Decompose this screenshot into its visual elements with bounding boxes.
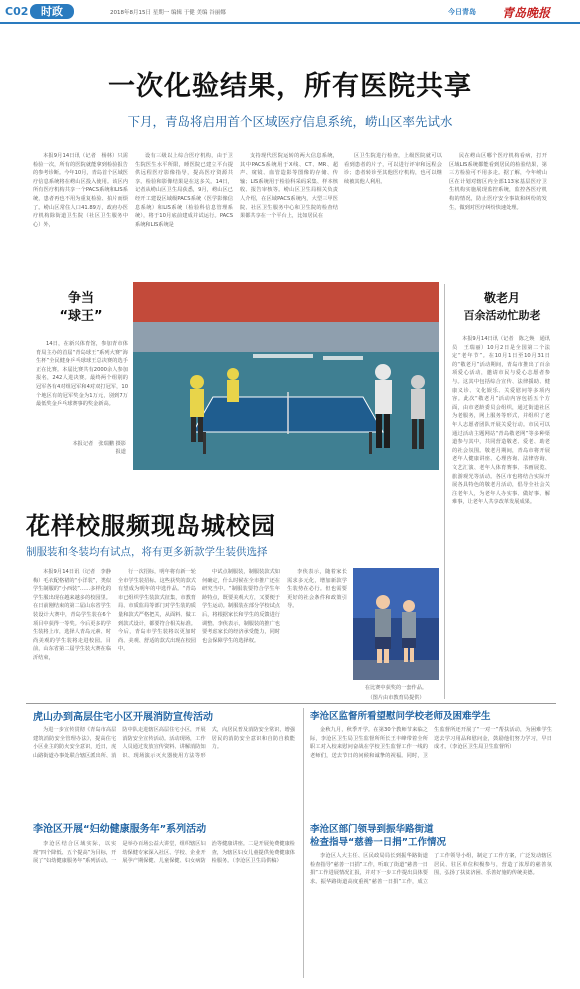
lead-text-3: 支持现代医院运转的两大信息系统，其中PACS系统用于X线、CT、MR、超声、窥镜、血管造影等图像的存储、传输；LIS系统用于检验科采码采集、样本核收、报告审核等。崂山区卫生局相关负责人介绍，在区域PACS系统内，大型三甲医院、社区卫生服务中心和卫生院的检查结果都共享在一个平台上，比如居民在	[240, 153, 338, 220]
senior-title-line2: 百余活动忙助老	[463, 309, 541, 322]
fire-body-text: 为进一步宣传贯彻《青岛市高层建筑消防安全管理办法》，提高住宅小区业主的防火安全意识，近日，虎山路街道办事处联合辖区派出所、消防中队走进辖区高层住宅小区，开展消防安全宣传活动。活动现场，工作人员通过发放宣传资料、讲解消防知识、现场演示灭火器使用方法等形式，向居民普及消防安全常识，增强居民的消防安全意识和自防自救能力。	[33, 727, 295, 759]
uniform-text-3: 中试点制服装，制服装款式如何确定，什么时候在全市推广还在研究当中。“制服装要符合学生年龄特点，既要美观大方，又要便于学生运动。制服装在部分学校试点后，将根据家长和学生的反馈进行调整。李侠表示，制服装的推广也要考虑家长的经济承受能力，同时也会保障学生的选择权。	[202, 569, 280, 644]
pingpong-title-line2: “球王”	[59, 309, 103, 324]
briefs-center-divider	[303, 708, 304, 978]
lichang-headline-2: 检查指导“慈善一日捐”工作情况	[310, 837, 446, 848]
health-headline: 李沧区开展“妇幼健康服务年”系列活动	[33, 824, 207, 835]
paper-logo: 青岛晚报	[502, 6, 551, 20]
section-badge	[30, 4, 74, 19]
pingpong-photo	[133, 282, 439, 470]
briefs-top-rule	[26, 703, 556, 704]
uniform-caption-2: （图片由市教育局提供）	[367, 695, 425, 701]
lead-headline: 一次化验结果，所有医院共享	[108, 71, 472, 102]
masthead	[0, 0, 580, 24]
pingpong-scene	[133, 282, 439, 470]
pingpong-body	[36, 340, 128, 438]
lead-text-1: 本报9月14日讯（记者 杨林）只需检验一次，所有的医院就能拿到检验报告的参考诊断。今年10月，青岛首个区域医疗信息系统将在崂山区投入使用。该区内所有医疗机构共享一个PACS系统和LIS系统，患者再也不用为重复检验、拍片而烦了。崂山区常住人口41.89万，政府办医疗机构除街道卫生院（社区卫生服务中心）外，	[33, 153, 128, 228]
pingpong-credit: 本报记者 张瑞鹏 摄影报道	[72, 441, 126, 455]
pingpong-title-line1: 争当	[67, 291, 94, 306]
uniform-subhead: 制服装和冬装均有试点，将有更多新款学生装供选择	[26, 546, 268, 558]
health-body	[33, 840, 295, 976]
lead-column-2	[135, 152, 233, 280]
uniform-column-4	[287, 568, 347, 704]
lead-column-1	[33, 152, 128, 280]
lead-subhead: 下月，青岛将启用首个区域医疗信息系统，崂山区率先试水	[127, 114, 453, 129]
pingpong-body-text: 14日，在新兴体育馆，参加青市体育局主办的首届“青岛球王”系列大赛“海生杯”全民健身乒乓球球王总决赛的选手正在比赛。本届比赛共有2000余人参加报名，242人进决赛。最终两个组别的冠军各有4对组冠军和4对双打冠军，10个地区有的冠军奖金为1万元，别到7万最低奖金乒乓球赛事的奖金新高。	[36, 341, 128, 408]
uniform-photo	[353, 568, 439, 680]
fire-headline: 虎山办到高层住宅小区开展消防宣传活动	[33, 712, 213, 723]
lead-text-2: 设有三级以上综合医疗机构，由于卫生院医生水平所限，睡医院已建立平台提供远程医疗影像指导，提高医疗资源共享。检验和影像结果是在这多关。14日，记者从崂山区卫生局获悉，9月，崂山区已经开工建设区域级PACS系统（医学影像信息系统）和LIS系统（检验科信息管理系统），将于10月底前建成并试运行。PACS系统和LIS系统是	[135, 153, 233, 228]
section-label: 时政	[41, 5, 63, 18]
teachers-headline: 李沧区监督所看望慰问学校老师及困难学生	[310, 711, 491, 722]
masthead-rule	[0, 22, 580, 24]
uniform-column-1	[33, 568, 111, 704]
uniform-text-1: 本报9月14日讯（记者 李静梅）毛衣配格裙的“小洋装”，类似学生制服的“小西装”……多样化的学生服出现在越来越多的校园里。在日前刚结束的第二届山东省学生装设计大赛中，青岛学生装在6个项目中获得一等奖。今后更多的学生装将上市，选择人青岛元素、时尚美观的学生装将走进校园。目前，山东省第二届学生装大赛在临沂结束，	[33, 569, 111, 661]
senior-title	[452, 290, 552, 324]
fire-body	[33, 726, 295, 816]
health-body-text: 李沧区结合区域实际，以实现“四个降低、五个提高”为目标，开展了“妇幼健康服务年”系列活动。一是举办百场公益大讲堂，组织辖区妇幼保健专家深入社区、学校、企业开展孕产期保健、儿童保健、妇女病防治等健康讲座。二是开展免费健康检查，为辖区妇女儿童提供免费健康体检服务。（李沧区卫生局供稿）	[33, 841, 295, 865]
teachers-body-text: 金秋九月，秋季开学。在第30个教师节来临之际，李沧区卫生局卫生监督所所长王丰峰带着全所职工对入校来慰问奋战在学校卫生监督工作一线的老师们，送去节日的问候和诚挚的祝福。同时，卫生监督所还开展了“一对一”帮扶活动，为困难学生送去学习用品和慰问金，鼓励他们努力学习，早日成才。（李沧区卫生局卫生监督所）	[310, 727, 552, 759]
uniform-column-2	[118, 568, 196, 704]
lead-text-4: 区卫生院进行检查，上级医院就可以看到患者的片子，可以进行评审和远程会诊；患者转诊至其他医疗机构，也可以继续被其他人利用。	[344, 153, 442, 185]
teachers-body	[310, 726, 552, 818]
senior-title-line1: 敬老月	[483, 291, 520, 305]
issue-meta: 2018年8月15日 星期一 编辑 于健 美编 谷丽娜	[110, 10, 226, 16]
uniform-column-3	[202, 568, 280, 704]
uniform-text-2: 行一次招标，明年将有新一轮全市学生装招标。这些获奖的款式有望成为明年的中选作品。“青岛市已组织学生装款式征集，市教育局、市质监局等部门对学生装的质量和款式严格把关，从面料、做工到款式设计，都要符合相关标准。今后，青岛市学生装将以更加时尚、美观、舒适的款式出现在校园中。	[118, 569, 196, 653]
lead-column-5	[449, 152, 547, 280]
right-column-divider	[444, 284, 445, 699]
pingpong-title	[36, 290, 126, 326]
uniform-scene	[353, 568, 439, 680]
uniform-headline: 花样校服频现岛城校园	[26, 512, 276, 540]
uniform-caption-1: 在比赛中获奖的一套作品。	[364, 685, 428, 691]
lichang-headline-1: 李沧区部门领导到振华路街道	[310, 824, 434, 835]
senior-body-text: 本报9月14日讯（记者 陈之焕 通讯员 王瑞丽）10月2日是全国第二个法定“老年节”。在10月1日至10月31日的“敬老月”活动期间，青岛市推出了百余项爱心活动，邀请市民与爱心志愿者参与。这其中包括综合宣传、法律援助、健康义诊、文化娱乐、关爱慰问等多项内容。此次“敬老月”活动内容包括五个方面，由市老龄委员会组织，通过街道社区为老服务，网上服务等形式，并组织了老年人志愿者团队开展关爱行动。市民可以通过活动主题网站“青岛敬老网”等多种渠道参与其中，共同营造敬老、爱老、助老的社会氛围。敬老月期间，青岛市将开展老年人健康讲座、心理咨询、法律咨询、文艺汇演、老年人体育赛事、书画展览、旅游观光等活动。各区市也将结合实际开展各具特色的敬老月活动，倡导全社会关注老年人，为老年人办实事、做好事、解难事，让老年人共享改革发展成果。	[452, 336, 550, 506]
lead-column-4	[344, 152, 442, 280]
lichang-body	[310, 852, 552, 976]
lead-text-5: 民在崂山区哪个医疗机构看病，打开区域LIS系统都能看到居民的检验结果，第三方检验可不用多走。据了解，今年崂山区在计划对辖区内全部113家基层医疗卫生机构实施展现监控系统，监控各医疗机构的情况，防止医疗安全事故和纠纷的发生，做到对医疗纠纷快速处理。	[449, 153, 547, 211]
page-number: C02	[5, 5, 29, 18]
paper-name: 今日青岛	[448, 8, 476, 16]
senior-body	[452, 335, 550, 697]
lichang-body-text: 李沧区人大主任、区民政局局长到振华路街道检查指导“慈善一日捐”工作，听取了街道“慈善一日捐”工作进展情况汇报，并对下一步工作提出具体要求。振华路街道高度重视“慈善一日捐”工作，成立了工作领导小组，制定了工作方案，广泛发动辖区居民、驻区单位积极参与，营造了浓厚的慈善氛围，弘扬了扶贫济困、乐善好施的传统美德。	[310, 853, 552, 885]
lead-column-3	[240, 152, 338, 280]
uniform-text-4: 李侠表示，随着家长需求多元化，增加新款学生装势在必行。但也需要更好的社会条件和政策引导。	[287, 569, 347, 610]
